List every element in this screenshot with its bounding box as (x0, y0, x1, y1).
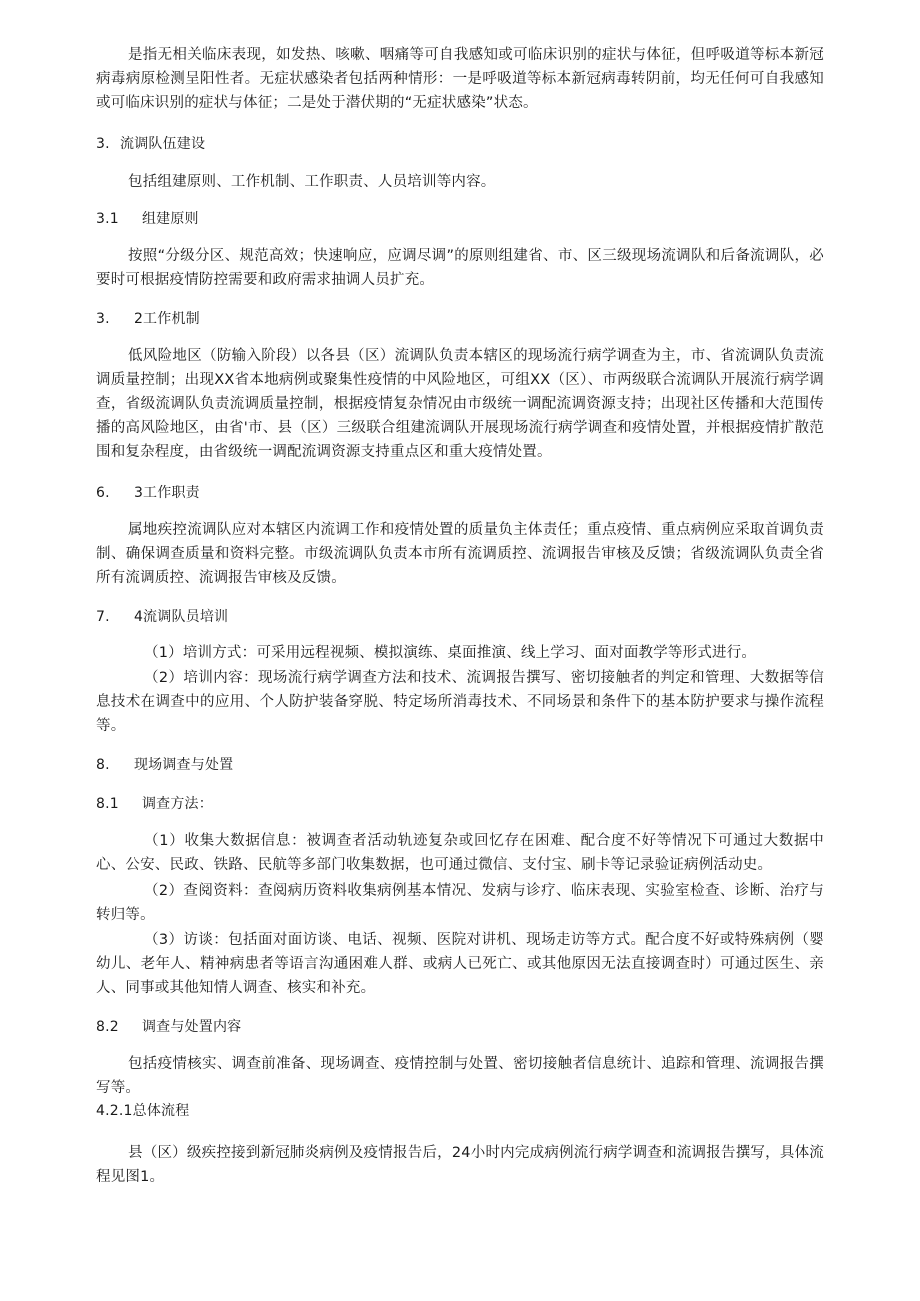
heading-3-2 (96, 308, 824, 330)
heading-3-4-text: 4流调队员培训 (133, 609, 229, 625)
section-3-3-paragraph: 属地疾控流调队应对本辖区内流调工作和疫情处置的质量负主体责任；重点疫情、重点病例应采取首调负责制、确保调查质量和资料完整。市级流调队负责本市所有流调质控、流调报告审核及反馈；省级流调队负责全省所有流调质控、流调报告审核及反馈。 (96, 522, 824, 586)
section-8-2-paragraph: 包括疫情核实、调查前准备、现场调查、疫情控制与处置、密切接触者信息统计、追踪和管理、流调报告撰写等。 (96, 1056, 824, 1096)
heading-3 (96, 133, 824, 155)
heading-3-3 (96, 482, 824, 504)
heading-8-number: 8. (96, 757, 110, 773)
heading-8-text: 现场调查与处置 (133, 757, 234, 773)
training-content-item: （2）培训内容：现场流行病学调查方法和技术、流调报告撰写、密切接触者的判定和管理、大数据等信息技术在调查中的应用、个人防护装备穿脱、特定场所消毒技术、不同场景和条件下的基本防护要求与操作流程等。 (96, 670, 824, 734)
heading-3-2-text: 2工作机制 (133, 311, 200, 327)
heading-3-text: 流调队伍建设 (120, 136, 206, 152)
heading-3-3-number: 6. (96, 485, 110, 501)
heading-3-1 (96, 208, 824, 230)
method-interview-item: （3）访谈：包括面对面访谈、电话、视频、医院对讲机、现场走访等方式。配合度不好或特殊病例（婴幼儿、老年人、精神病患者等语言沟通困难人群、或病人已死亡、或其他原因无法直接调查时）可通过医生、亲人、同事或其他知情人调查、核实和补充。 (96, 932, 824, 996)
section-3-2-paragraph: 低风险地区（防输入阶段）以各县（区）流调队负责本辖区的现场流行病学调查为主，市、省流调队负责流调质量控制；出现XX省本地病例或聚集性疫情的中风险地区，可组XX（区）、市两级联合流调队开展流行病学调查，省级流调队负责流调质量控制，根据疫情复杂情况由市级统一调配流调资源支持；出现社区传播和大范围传播的高风险地区，由省'市、县（区）三级联合组建流调队开展现场流行病学调查和疫情处置，并根据疫情扩散范围和复杂程度，由省级统一调配流调资源支持重点区和重大疫情处置。 (96, 348, 824, 460)
heading-8-1-number: 8.1 (96, 796, 119, 812)
training-method-item: （1）培训方式：可采用远程视频、模拟演练、桌面推演、线上学习、面对面教学等形式进行。 (144, 645, 757, 661)
heading-3-1-text: 组建原则 (141, 211, 199, 227)
heading-8-1-text: 调查方法： (141, 796, 213, 812)
heading-4-2-1: 4.2.1总体流程 (96, 1103, 190, 1119)
intro-paragraph: 是指无相关临床表现，如发热、咳嗽、咽痛等可自我感知或可临床识别的症状与体征，但呼吸道等标本新冠病毒病原检测呈阳性者。无症状感染者包括两种情形：一是呼吸道等标本新冠病毒转阴前，均无任何可自我感知或可临床识别的症状与体征；二是处于潜伏期的“无症状感染”状态。 (96, 47, 824, 111)
heading-8-1 (96, 793, 824, 815)
heading-3-3-text: 3工作职责 (133, 485, 200, 501)
section-3-paragraph: 包括组建原则、工作机制、工作职责、人员培训等内容。 (128, 174, 496, 190)
method-big-data-item: （1）收集大数据信息：被调查者活动轨迹复杂或回忆存在困难、配合度不好等情况下可通过大数据中心、公安、民政、铁路、民航等多部门收集数据，也可通过微信、支付宝、刷卡等记录验证病例活动史。 (96, 833, 824, 873)
heading-3-1-number: 3.1 (96, 211, 119, 227)
heading-3-4-number: 7. (96, 609, 110, 625)
heading-8-2-text: 调查与处置内容 (141, 1019, 242, 1035)
section-4-2-1-paragraph: 县（区）级疾控接到新冠肺炎病例及疫情报告后，24小时内完成病例流行病学调查和流调报告撰写，具体流程见图1。 (96, 1145, 824, 1185)
heading-3-number: 3. (96, 136, 110, 152)
heading-8-2-number: 8.2 (96, 1019, 119, 1035)
heading-8-2 (96, 1016, 824, 1038)
section-3-1-paragraph: 按照“分级分区、规范高效；快速响应，应调尽调”的原则组建省、市、区三级现场流调队和后备流调队，必要时可根据疫情防控需要和政府需求抽调人员扩充。 (96, 248, 824, 288)
heading-3-2-number: 3. (96, 311, 110, 327)
heading-3-4 (96, 606, 824, 628)
method-records-item: （2）查阅资料：查阅病历资料收集病例基本情况、发病与诊疗、临床表现、实验室检查、诊断、治疗与转归等。 (96, 883, 824, 923)
heading-8 (96, 754, 824, 776)
